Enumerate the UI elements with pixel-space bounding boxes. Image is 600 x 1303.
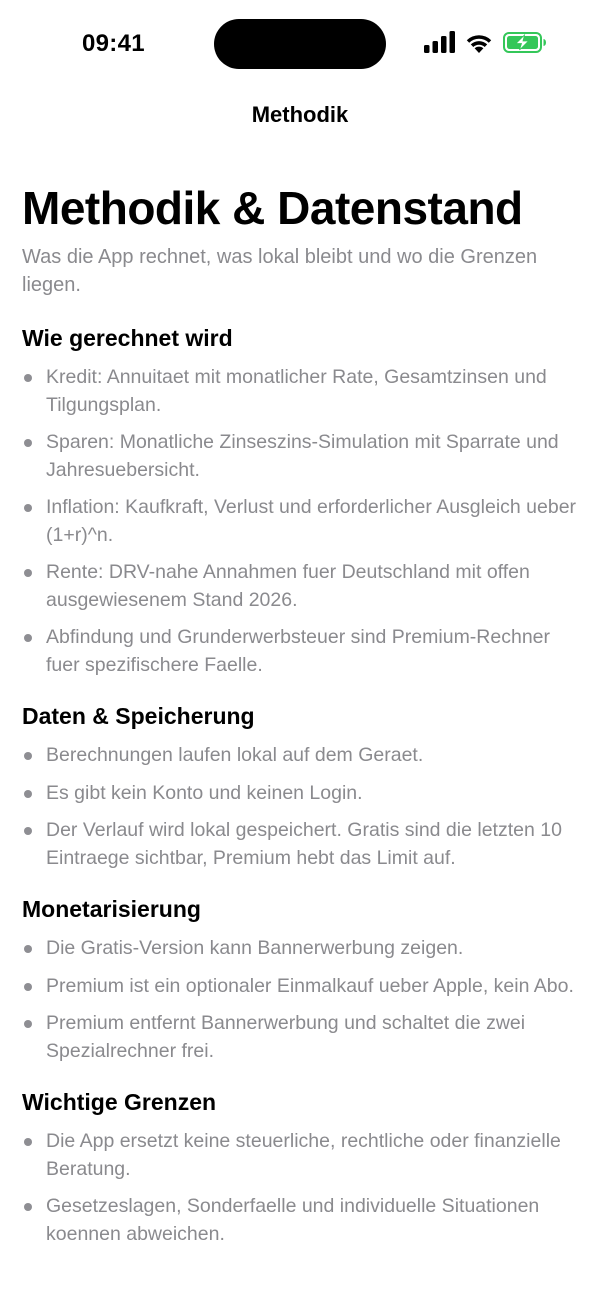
list-item bbox=[22, 429, 582, 484]
bullet-dot-icon bbox=[24, 1203, 32, 1211]
list-item bbox=[22, 1193, 582, 1248]
bullet-dot-icon bbox=[24, 374, 32, 382]
wifi-icon bbox=[465, 32, 493, 53]
bullet-dot-icon bbox=[24, 1138, 32, 1146]
list-item-text: Gesetzeslagen, Sonderfaelle und individuelle Situationen koennen abweichen. bbox=[46, 1195, 540, 1245]
bullet-dot-icon bbox=[24, 752, 32, 760]
bullet-dot-icon bbox=[24, 983, 32, 991]
status-icons bbox=[424, 31, 548, 57]
content bbox=[22, 178, 582, 1258]
list-item-text: Rente: DRV-nahe Annahmen fuer Deutschland mit offen ausgewiesenem Stand 2026. bbox=[46, 561, 530, 611]
list-item bbox=[22, 817, 582, 872]
bullet-dot-icon bbox=[24, 569, 32, 577]
nav-title: Methodik bbox=[251, 102, 349, 127]
bullet-dot-icon bbox=[24, 1020, 32, 1028]
list-item bbox=[22, 624, 582, 679]
list-item-text: Berechnungen laufen lokal auf dem Geraet. bbox=[46, 744, 424, 766]
list-item bbox=[22, 364, 582, 419]
list-item bbox=[22, 935, 582, 963]
list-item bbox=[22, 973, 582, 1001]
page-title: Methodik & Datenstand bbox=[22, 182, 523, 234]
bullet-list bbox=[22, 364, 582, 679]
list-item-text: Der Verlauf wird lokal gespeichert. Gratis sind die letzten 10 Eintraege sichtbar, Premium hebt das Limit auf. bbox=[46, 819, 562, 869]
section-heading: Wie gerechnet wird bbox=[22, 325, 233, 351]
bullet-list bbox=[22, 935, 582, 1065]
bullet-list bbox=[22, 1128, 582, 1248]
section-limitations bbox=[22, 1087, 582, 1248]
list-item bbox=[22, 1010, 582, 1065]
list-item bbox=[22, 780, 582, 808]
list-item bbox=[22, 742, 582, 770]
list-item-text: Kredit: Annuitaet mit monatlicher Rate, Gesamtzinsen und Tilgungsplan. bbox=[46, 366, 547, 416]
section-heading: Daten & Speicherung bbox=[22, 703, 255, 729]
bullet-dot-icon bbox=[24, 504, 32, 512]
bullet-dot-icon bbox=[24, 439, 32, 447]
list-item-text: Premium entfernt Bannerwerbung und schaltet die zwei Spezialrechner frei. bbox=[46, 1012, 526, 1062]
list-item-text: Die Gratis-Version kann Bannerwerbung zeigen. bbox=[46, 937, 464, 959]
section-heading: Wichtige Grenzen bbox=[22, 1089, 217, 1115]
page-subtitle: Was die App rechnet, was lokal bleibt und wo die Grenzen liegen. bbox=[22, 246, 538, 296]
list-item-text: Es gibt kein Konto und keinen Login. bbox=[46, 781, 363, 804]
bullet-list bbox=[22, 742, 582, 872]
section-calculation bbox=[22, 323, 582, 679]
list-item-text: Abfindung und Grunderwerbsteuer sind Premium-Rechner fuer spezifischere Faelle. bbox=[46, 626, 551, 676]
section-heading: Monetarisierung bbox=[22, 896, 201, 922]
battery-charging-icon bbox=[503, 32, 547, 53]
bullet-dot-icon bbox=[24, 827, 32, 835]
bullet-dot-icon bbox=[24, 634, 32, 642]
status-bar bbox=[0, 0, 600, 92]
list-item bbox=[22, 494, 582, 549]
list-item-text: Die App ersetzt keine steuerliche, rechtliche oder finanzielle Beratung. bbox=[46, 1130, 561, 1180]
bullet-dot-icon bbox=[24, 790, 32, 798]
list-item-text: Inflation: Kaufkraft, Verlust und erforderlicher Ausgleich ueber (1+r)^n. bbox=[46, 496, 577, 546]
section-monetization bbox=[22, 894, 582, 1065]
list-item-text: Sparen: Monatliche Zinseszins-Simulation mit Sparrate und Jahresuebersicht. bbox=[46, 431, 559, 481]
dynamic-island bbox=[214, 19, 386, 69]
cellular-signal-icon bbox=[424, 31, 456, 53]
status-time: 09:41 bbox=[82, 30, 145, 57]
list-item bbox=[22, 1128, 582, 1183]
bullet-dot-icon bbox=[24, 945, 32, 953]
section-data-storage bbox=[22, 701, 582, 872]
list-item bbox=[22, 559, 582, 614]
list-item-text: Premium ist ein optionaler Einmalkauf ueber Apple, kein Abo. bbox=[46, 974, 574, 997]
